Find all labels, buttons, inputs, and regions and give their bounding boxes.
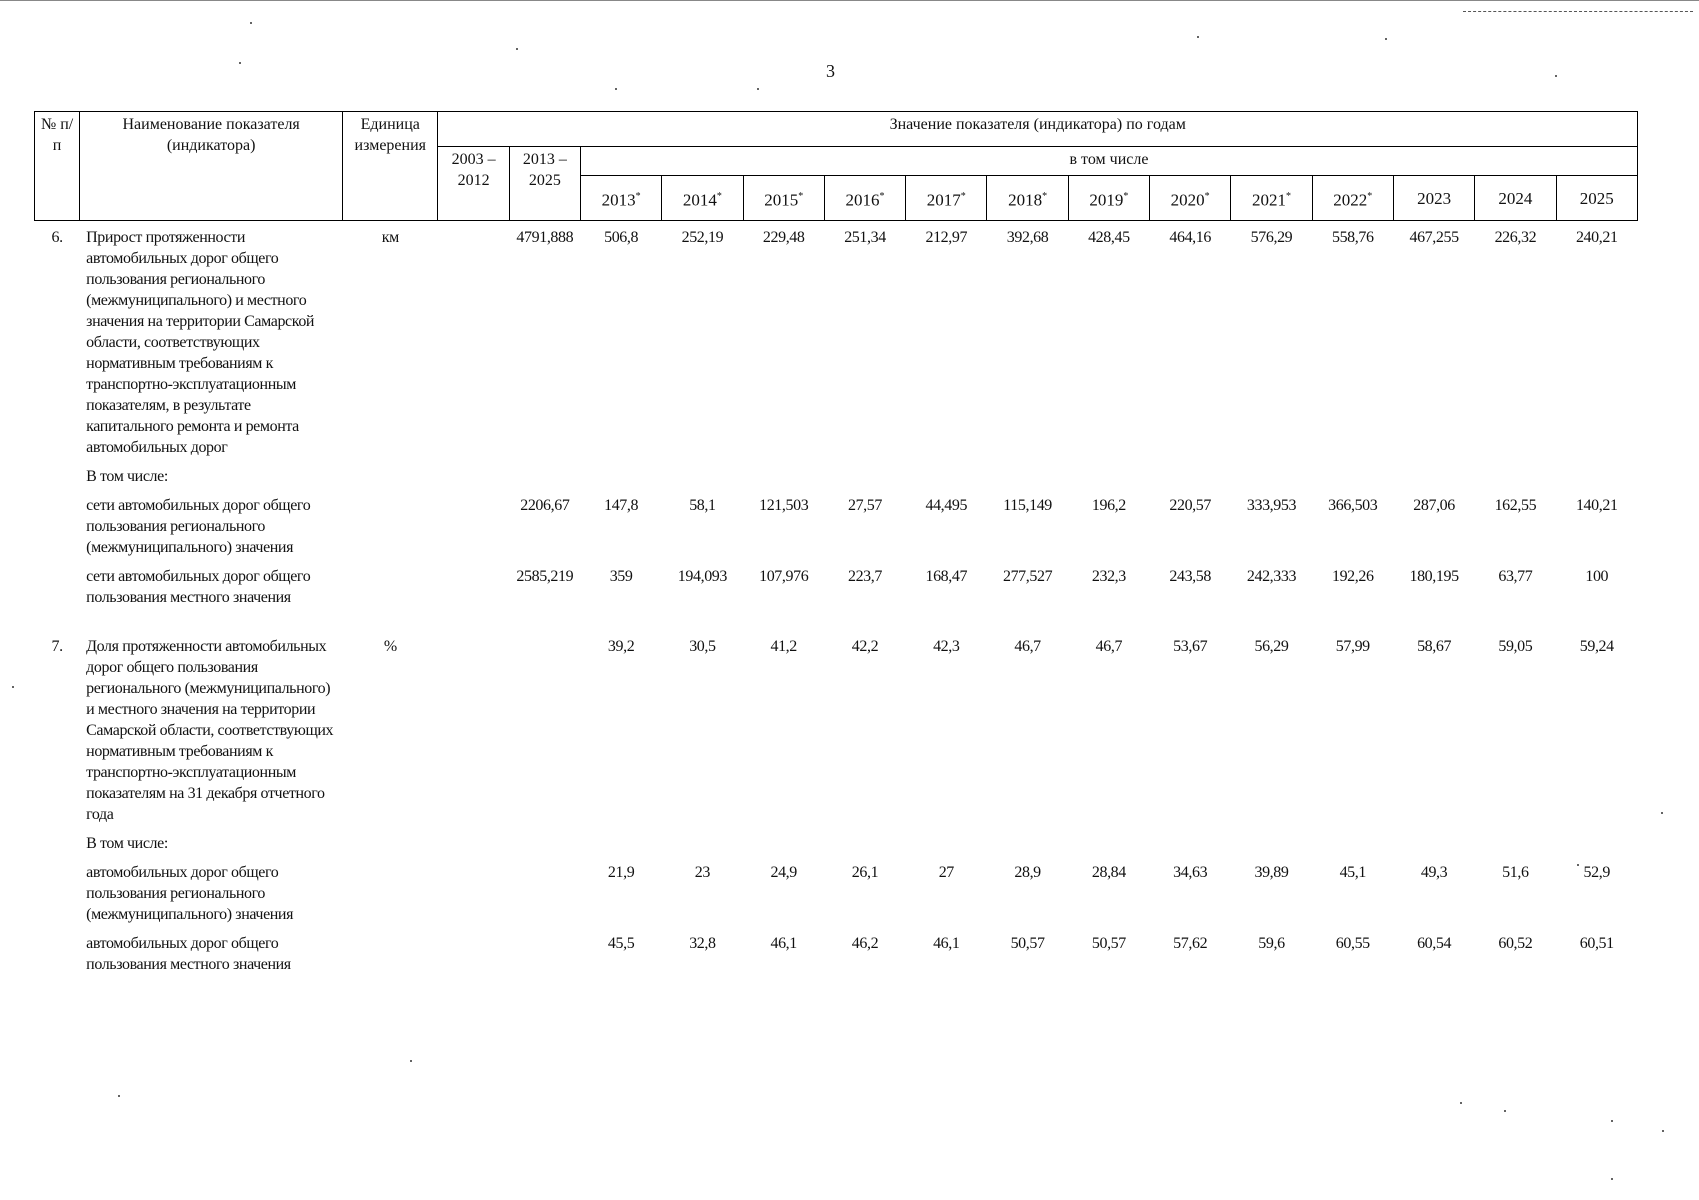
- range-2013-2025-value: [509, 929, 580, 979]
- indicator-name: сети автомобильных дорог общего пользования регионального (межмуниципального) значения: [86, 497, 311, 556]
- indicators-table: [34, 111, 1638, 979]
- header-year-footnote-mark: *: [1204, 190, 1210, 202]
- header-year-label: 2014: [682, 190, 717, 210]
- year-value: 44,495: [925, 497, 968, 514]
- scan-speck: [1460, 1102, 1462, 1104]
- year-value: 58,1: [689, 497, 716, 514]
- year-value: 192,26: [1331, 568, 1374, 585]
- header-year-label: 2017: [926, 190, 961, 210]
- year-value: 59,6: [1258, 935, 1285, 952]
- indicator-row: [35, 221, 1638, 463]
- sub-indicator-row: [35, 829, 1638, 858]
- year-value: 46,7: [1095, 638, 1123, 655]
- year-value: 115,149: [1003, 497, 1052, 514]
- year-value: 50,57: [1010, 935, 1045, 952]
- header-year-footnote-mark: *: [1123, 190, 1129, 202]
- year-value: 39,2: [607, 638, 635, 655]
- year-value: 366,503: [1328, 497, 1378, 514]
- header-year-label: 2016: [845, 190, 880, 210]
- year-value: 51,6: [1502, 864, 1529, 881]
- scan-speck: [1611, 1120, 1613, 1122]
- range-2013-2025-value: 2206,67: [520, 497, 570, 514]
- indicator-name: Прирост протяженности автомобильных дорог общего пользования регионального (межмуниципального) и местного значения на территории Самарской области, соответствующих нормативным требованиям к транспортно-эксплуатационным показателям, в результате капитального ремонта и ремонта автомобильных дорог: [86, 229, 315, 456]
- year-value: 30,5: [689, 638, 716, 655]
- page-number: 3: [826, 61, 835, 81]
- scan-speck: [757, 88, 759, 90]
- year-value: 392,68: [1006, 229, 1049, 246]
- year-value: 180,195: [1409, 568, 1459, 585]
- unit-cell: [343, 491, 438, 562]
- scan-speck: [239, 62, 241, 64]
- row-number: 7.: [51, 638, 63, 655]
- header-year: [662, 176, 743, 221]
- spacer-row: [35, 612, 1638, 630]
- unit-cell: км: [381, 229, 399, 246]
- corner-dash-line: [1463, 11, 1693, 12]
- indicator-name: сети автомобильных дорог общего пользования местного значения: [86, 568, 311, 606]
- year-value: 240,21: [1575, 229, 1618, 246]
- year-value: 59,05: [1498, 638, 1533, 655]
- year-value: 467,255: [1409, 229, 1459, 246]
- indicator-row: [35, 630, 1638, 829]
- row-number: [35, 829, 80, 858]
- year-value: 162,55: [1494, 497, 1537, 514]
- year-value: 58,67: [1417, 638, 1452, 655]
- year-value: 558,76: [1331, 229, 1374, 246]
- year-value: 232,3: [1091, 568, 1126, 585]
- year-value: 223,7: [847, 568, 882, 585]
- header-year: [1556, 176, 1637, 221]
- scan-speck: [1555, 75, 1557, 77]
- range-2003-2012-value: [438, 929, 509, 979]
- header-including: в том числе: [580, 147, 1637, 176]
- row-number: [35, 462, 80, 491]
- spacer-cell: [35, 612, 1638, 630]
- header-num: № п/п: [35, 112, 80, 221]
- year-value: 121,503: [759, 497, 809, 514]
- range-2003-2012-value: [438, 562, 509, 612]
- year-value: 28,84: [1091, 864, 1126, 881]
- year-value: 46,1: [770, 935, 797, 952]
- scan-speck: [1661, 812, 1663, 814]
- row-subheading: В том числе:: [86, 468, 168, 485]
- row-number: 6.: [51, 229, 63, 246]
- year-value: 21,9: [607, 864, 635, 881]
- header-year: [987, 176, 1068, 221]
- header-year-footnote-mark: *: [1367, 190, 1373, 202]
- unit-cell: [343, 562, 438, 612]
- unit-cell: [343, 929, 438, 979]
- header-year-footnote-mark: *: [879, 190, 885, 202]
- year-value: 60,54: [1417, 935, 1452, 952]
- year-value: 27,57: [847, 497, 882, 514]
- scan-speck: [250, 22, 252, 24]
- scan-speck: [1662, 1130, 1664, 1132]
- header-year-footnote-mark: *: [635, 190, 641, 202]
- header-year: [743, 176, 824, 221]
- sub-indicator-row: [35, 462, 1638, 491]
- header-year: [1068, 176, 1149, 221]
- year-value: 252,19: [681, 229, 724, 246]
- header-unit: Единица измерения: [343, 112, 438, 221]
- header-year: [824, 176, 905, 221]
- scan-speck: [615, 88, 617, 90]
- year-value: 45,1: [1339, 864, 1366, 881]
- header-year: [1150, 176, 1231, 221]
- header-year: [906, 176, 987, 221]
- header-year-footnote-mark: *: [1042, 190, 1048, 202]
- row-number: [35, 562, 80, 612]
- unit-cell: %: [383, 638, 397, 655]
- year-value: 168,47: [925, 568, 968, 585]
- year-value: 34,63: [1173, 864, 1208, 881]
- year-value: 60,55: [1335, 935, 1370, 952]
- header-year-label: 2019: [1089, 190, 1124, 210]
- header-year-label: 2024: [1498, 188, 1533, 208]
- header-year: [580, 176, 661, 221]
- range-2003-2012-value: [438, 858, 509, 929]
- scan-speck: [1611, 1178, 1613, 1180]
- year-value: 42,3: [933, 638, 960, 655]
- year-value: 60,51: [1579, 935, 1614, 952]
- indicator-name: автомобильных дорог общего пользования местного значения: [86, 935, 291, 973]
- row-number: [35, 858, 80, 929]
- year-value: 194,093: [677, 568, 727, 585]
- year-value: 506,8: [604, 229, 639, 246]
- year-value: 107,976: [759, 568, 809, 585]
- year-value: 42,2: [851, 638, 879, 655]
- scan-speck: [1197, 36, 1199, 38]
- header-name: Наименование показателя (индикатора): [80, 112, 343, 221]
- range-2013-2025-value: [509, 858, 580, 929]
- year-value: 212,97: [925, 229, 968, 246]
- row-number: [35, 929, 80, 979]
- header-year-label: 2020: [1170, 190, 1205, 210]
- sub-indicator-row: [35, 858, 1638, 929]
- header-year-label: 2023: [1417, 188, 1452, 208]
- range-2013-2025-value: 4791,888: [516, 229, 574, 246]
- year-value: 251,34: [844, 229, 886, 246]
- range-2013-2025-value: 2585,219: [516, 568, 574, 585]
- year-value: 46,2: [851, 935, 879, 952]
- header-range-2013-2025: 2013 – 2025: [509, 147, 580, 221]
- header-year-label: 2013: [601, 190, 636, 210]
- year-value: 46,1: [933, 935, 960, 952]
- scan-speck: [1385, 38, 1387, 40]
- indicator-name: автомобильных дорог общего пользования регионального (межмуниципального) значения: [86, 864, 294, 923]
- header-year: [1231, 176, 1312, 221]
- year-value: 229,48: [762, 229, 805, 246]
- year-value: 59,24: [1579, 638, 1614, 655]
- top-scan-border: [0, 0, 1699, 1]
- year-value: 23: [694, 864, 710, 881]
- sub-indicator-row: [35, 929, 1638, 979]
- indicator-name: Доля протяженности автомобильных дорог общего пользования регионального (межмуниципального) и местного значения на территории Самарской области, соответствующих нормативным требованиям к транспортно-эксплуатационным показателям на 31 декабря отчетного года: [86, 638, 334, 823]
- header-year: [1393, 176, 1474, 221]
- header-year-footnote-mark: *: [1285, 190, 1291, 202]
- year-value: 41,2: [770, 638, 797, 655]
- header-year-label: 2025: [1579, 188, 1614, 208]
- year-value: 39,89: [1254, 864, 1289, 881]
- year-value: 226,32: [1494, 229, 1537, 246]
- sub-indicator-row: [35, 491, 1638, 562]
- header-year-label: 2021: [1251, 190, 1286, 210]
- header-year: [1475, 176, 1556, 221]
- scan-speck: [1504, 1110, 1506, 1112]
- year-value: 28,9: [1014, 864, 1041, 881]
- year-value: 100: [1585, 568, 1609, 585]
- year-value: 196,2: [1091, 497, 1126, 514]
- range-2003-2012-value: [438, 221, 509, 463]
- header-year-label: 2018: [1008, 190, 1043, 210]
- year-value: 359: [609, 568, 633, 585]
- year-value: 49,3: [1420, 864, 1448, 881]
- header-year-footnote-mark: *: [798, 190, 804, 202]
- range-2013-2025-value: [509, 630, 580, 829]
- year-value: 26,1: [851, 864, 879, 881]
- year-value: 287,06: [1413, 497, 1455, 514]
- year-value: 57,62: [1173, 935, 1208, 952]
- header-values-group: Значение показателя (индикатора) по годам: [438, 112, 1638, 147]
- row-number: [35, 491, 80, 562]
- year-value: 56,29: [1254, 638, 1289, 655]
- year-value: 27: [938, 864, 954, 881]
- year-value: 24,9: [770, 864, 797, 881]
- header-year-label: 2015: [764, 190, 799, 210]
- year-value: 333,953: [1246, 497, 1297, 514]
- year-value: 63,77: [1498, 568, 1533, 585]
- year-value: 576,29: [1250, 229, 1293, 246]
- year-value: 46,7: [1014, 638, 1041, 655]
- year-value: 45,5: [607, 935, 635, 952]
- scan-speck: [118, 1095, 120, 1097]
- year-value: 243,58: [1169, 568, 1211, 585]
- header-year-footnote-mark: *: [716, 190, 722, 202]
- year-value: 32,8: [689, 935, 716, 952]
- header-year-label: 2022: [1333, 190, 1368, 210]
- year-value: 57,99: [1335, 638, 1370, 655]
- scan-speck: [410, 1060, 412, 1062]
- sub-indicator-row: [35, 562, 1638, 612]
- year-value: 277,527: [1002, 568, 1053, 585]
- scan-speck: [12, 686, 14, 688]
- row-subheading: В том числе:: [86, 835, 168, 852]
- year-value: 52,9: [1583, 864, 1610, 881]
- year-value: 147,8: [604, 497, 639, 514]
- header-range-2003-2012: 2003 – 2012: [438, 147, 509, 221]
- year-value: 428,45: [1088, 229, 1130, 246]
- year-value: 53,67: [1173, 638, 1208, 655]
- header-year: [1312, 176, 1393, 221]
- scan-speck: [516, 48, 518, 50]
- year-value: 220,57: [1169, 497, 1211, 514]
- unit-cell: [343, 858, 438, 929]
- year-value: 242,333: [1246, 568, 1297, 585]
- range-2003-2012-value: [438, 630, 509, 829]
- header-year-footnote-mark: *: [960, 190, 966, 202]
- year-value: 140,21: [1575, 497, 1618, 514]
- range-2003-2012-value: [438, 491, 509, 562]
- year-value: 464,16: [1169, 229, 1211, 246]
- year-value: 50,57: [1091, 935, 1126, 952]
- year-value: 60,52: [1498, 935, 1533, 952]
